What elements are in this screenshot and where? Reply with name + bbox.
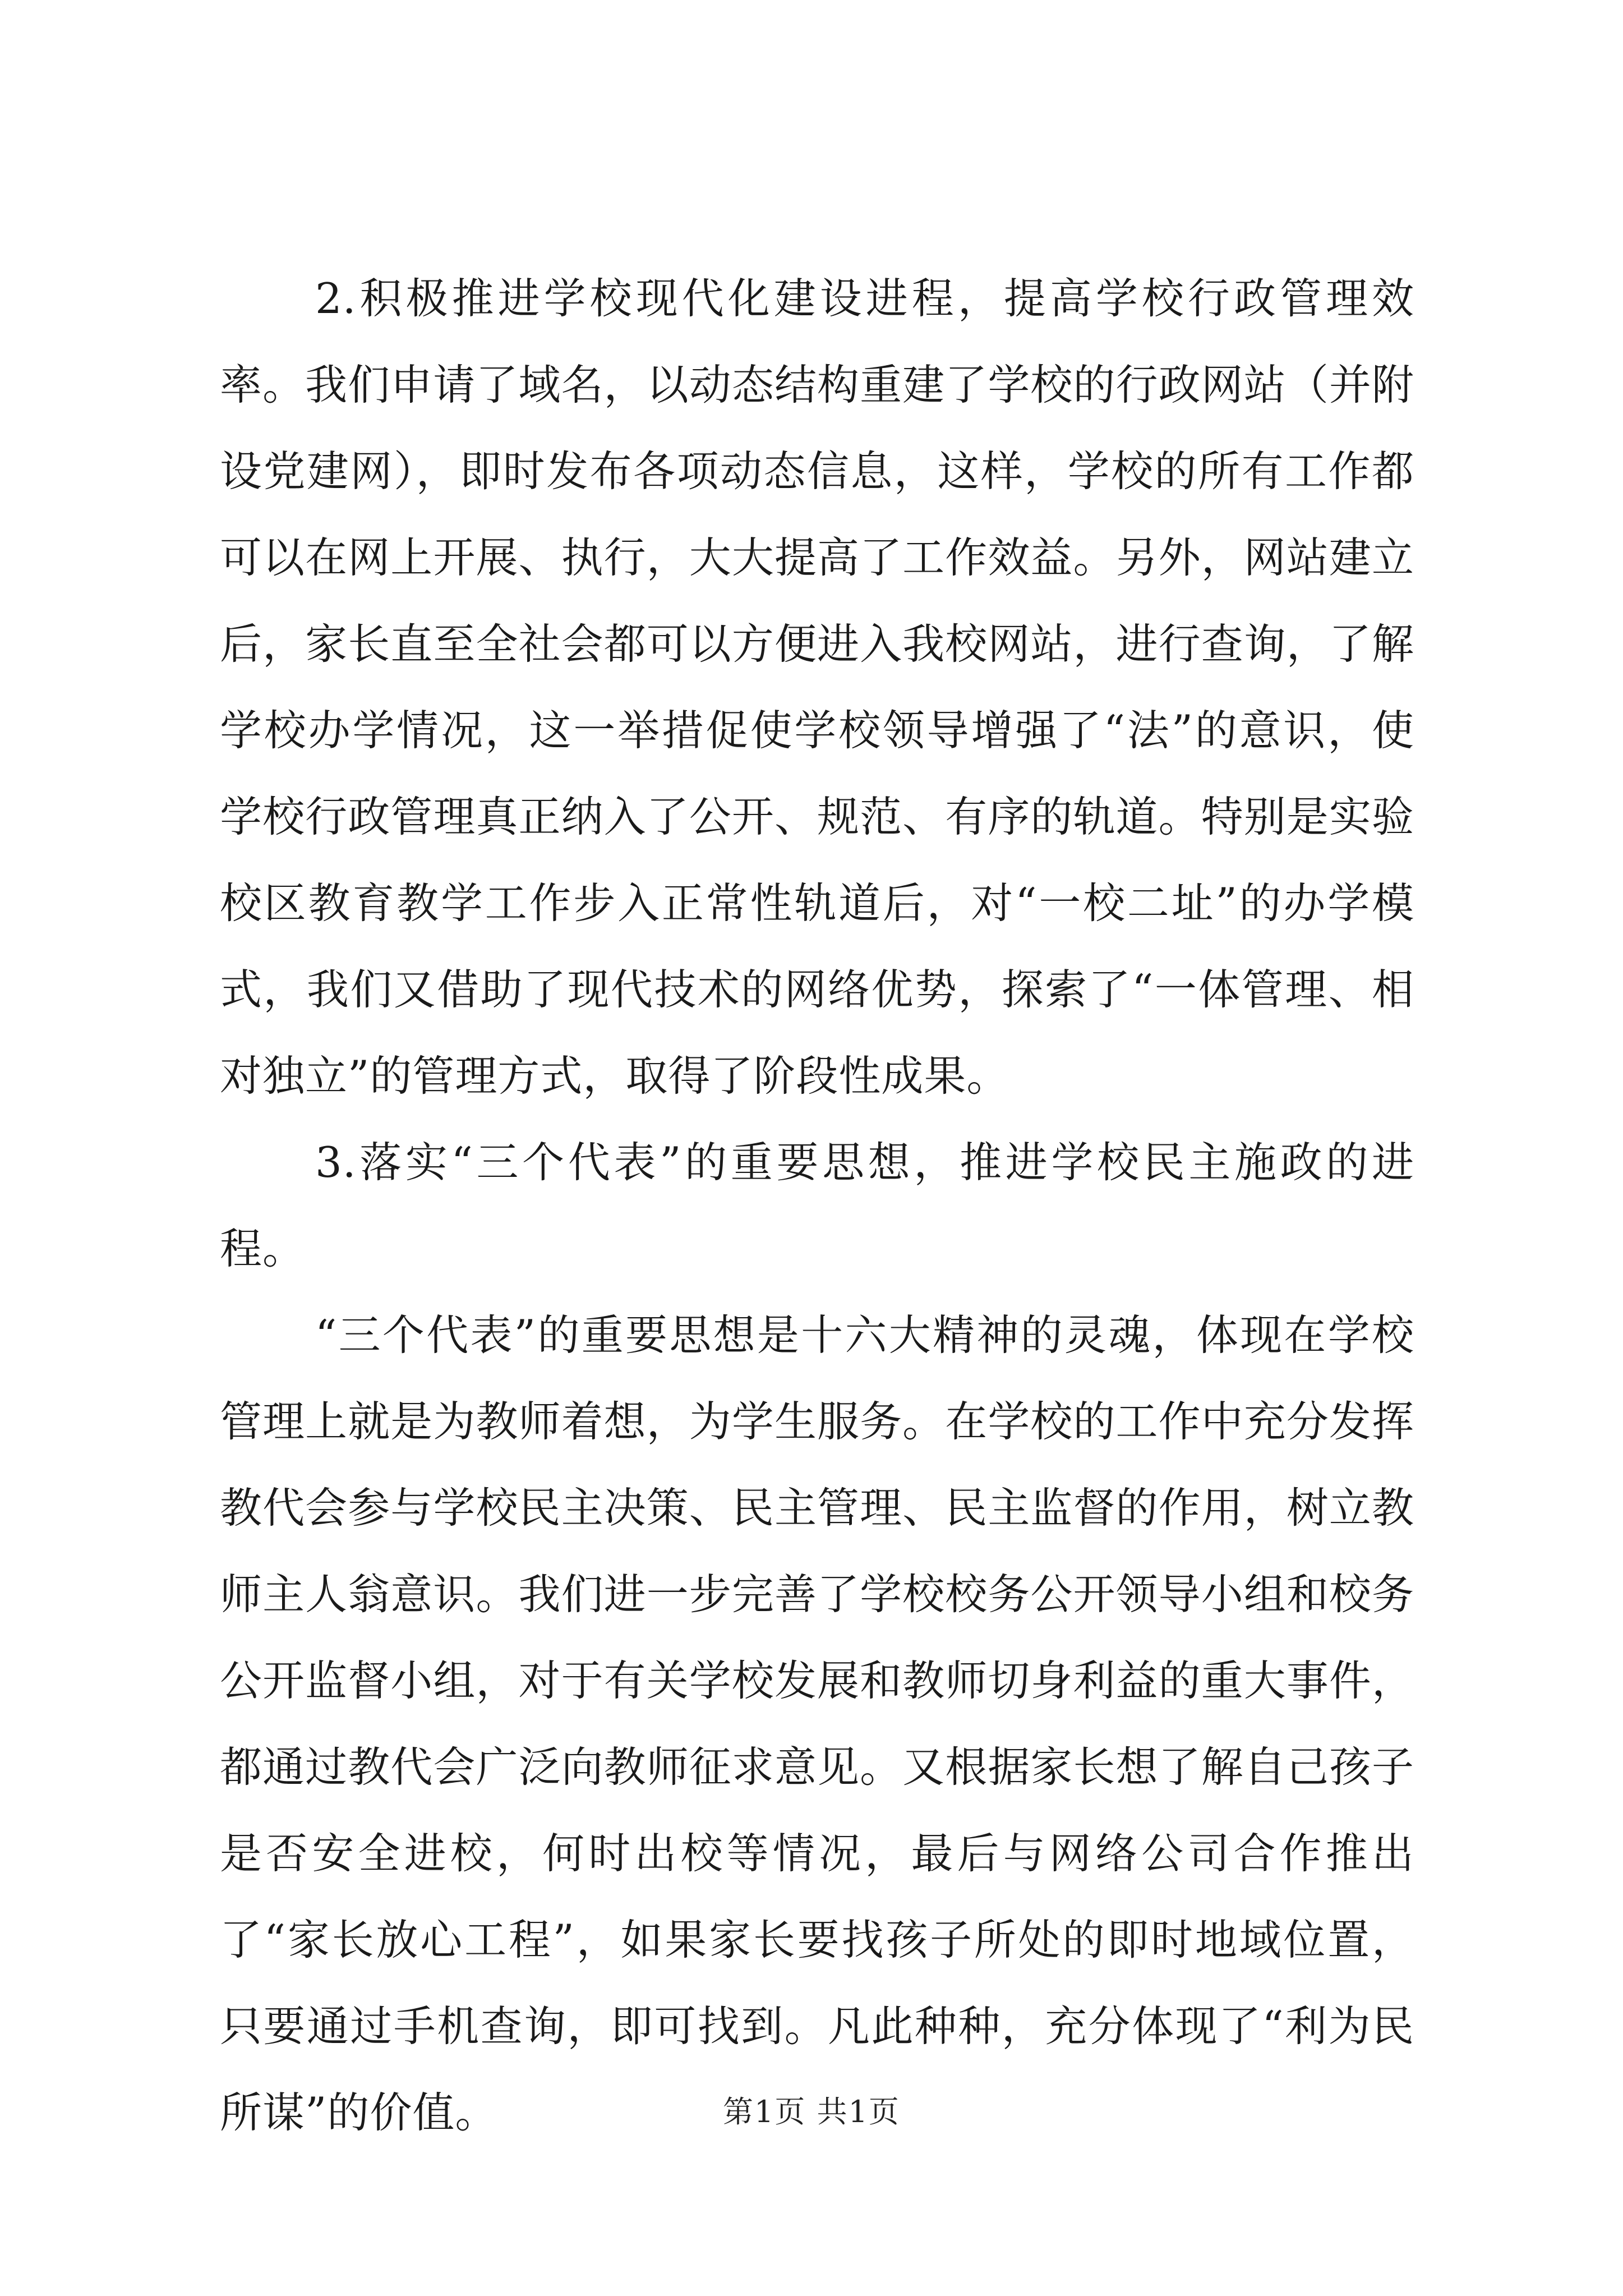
page-footer: 第1页 共1页 xyxy=(723,2094,900,2129)
paragraph-democratic-management: “三个代表”的重要思想是十六大精神的灵魂，体现在学校管理上就是为教师着想，为学生服务。在学校的工作中充分发挥教代会参与学校民主决策、民主管理、民主监督的作用，树立教师主人翁意识。我们进一步完善了学校校务公开领导小组和校务公开监督小组，对于有关学校发展和教师切身利益的重大事件，都通过教代会广泛向教师征求意见。又根据家长想了解自己孩子是否安全进校，何时出校等情况，最后与网络公司合作推出了“家长放心工程”，如果家长要找孩子所处的即时地域位置，只要通过手机查询，即可找到。凡此种种，充分体现了“利为民所谋”的价值。 xyxy=(220,1310,1414,2137)
paragraph-three-represents-heading: 3.落实“三个代表”的重要思想，推进学校民主施政的进程。 xyxy=(220,1138,1414,1273)
paragraph-website-modernization: 2.积极推进学校现代化建设进程，提高学校行政管理效率。我们申请了域名，以动态结构重建了学校的行政网站（并附设党建网），即时发布各项动态信息，这样，学校的所有工作都可以在网上开展、执行，大大提高了工作效益。另外，网站建立后，家长直至全社会都可以方便进入我校网站，进行查询，了解学校办学情况，这一举措促使学校领导增强了“法”的意识，使学校行政管理真正纳入了公开、规范、有序的轨道。特别是实验校区教育教学工作步入正常性轨道后，对“一校二址”的办学模式，我们又借助了现代技术的网络优势，探索了“一体管理、相对独立”的管理方式，取得了阶段性成果。 xyxy=(220,274,1414,1101)
document-body xyxy=(220,255,1414,2156)
